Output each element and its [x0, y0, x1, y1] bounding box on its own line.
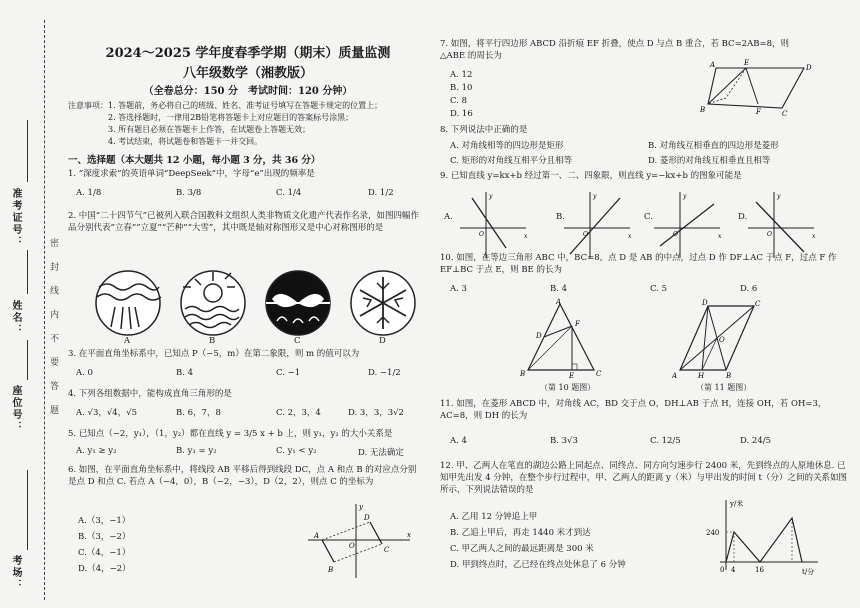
- room-line: [27, 470, 28, 550]
- question-7-stem: 7. 如图，将平行四边形 ABCD 沿折痕 EF 折叠，使点 D 与点 B 重合，若 BC=2AB=8，则△ABE 的周长为: [440, 39, 790, 61]
- q9-graph-a: [460, 192, 528, 258]
- exam-info: （全卷总分：150 分 考试时间：120 分钟）: [143, 86, 353, 97]
- caption-figure-10: （第 10 题图）: [540, 383, 596, 392]
- q3-option-d: D. −1/2: [368, 368, 401, 378]
- image-c-mangzhong: [266, 271, 330, 335]
- q9d-y-label: y: [777, 193, 781, 200]
- q4-option-a: A. √3，√4，√5: [76, 408, 138, 418]
- q11-point-o: O: [719, 336, 725, 344]
- q10-point-c: C: [596, 370, 602, 378]
- q12-graph: [702, 496, 822, 576]
- binding-strip: [0, 0, 62, 608]
- q6-point-b: B: [328, 566, 334, 574]
- q6-point-d: D: [364, 514, 370, 522]
- q11-point-d: D: [702, 299, 708, 307]
- q7-option-c: C. 8: [450, 96, 468, 106]
- q9b-x-label: x: [628, 233, 632, 240]
- name-line: [27, 250, 28, 294]
- q5-option-d: D. 无法确定: [358, 448, 404, 458]
- q7-point-f: F: [756, 108, 761, 116]
- q12-x-axis-label: t/分: [802, 568, 815, 576]
- q7-figure: [696, 58, 816, 118]
- q11-option-c: C. 12/5: [650, 436, 681, 446]
- q12-option-a: A. 乙用 12 分钟追上甲: [450, 512, 538, 522]
- q10-point-d: D: [536, 332, 542, 340]
- q9c-y-label: y: [683, 193, 687, 200]
- q9c-x-label: x: [718, 233, 722, 240]
- q8-option-c: C. 矩形的对角线互相平分且相等: [450, 156, 573, 166]
- q9a-x-label: x: [524, 233, 528, 240]
- notes-line-3: 3. 所有题目必须在答题卡上作答，在试题卷上答题无效；: [68, 125, 311, 134]
- q9d-o-label: O: [767, 231, 772, 238]
- q1-option-a: A. 1/8: [76, 188, 102, 198]
- q6-point-a: A: [314, 532, 320, 540]
- q11-point-a: A: [672, 372, 678, 378]
- q9d-x-label: x: [812, 233, 816, 240]
- question-2-stem: 2. 中国“二十四节气”已被列入联合国教科文组织人类非物质文化遗产代表作名录，如图四幅作品分别代表“立春”“立夏”“芒种”“大雪”，其中既是轴对称图形又是中心对称图形的是: [68, 211, 420, 233]
- q2-label-b: B: [209, 336, 216, 346]
- q9b-y-label: y: [593, 193, 597, 200]
- q3-option-b: B. 4: [176, 368, 194, 378]
- image-b-lixia: [181, 271, 245, 335]
- notes-line-4: 4. 考试结束，将试题卷和答题卡一并交回。: [68, 137, 263, 146]
- q11-option-d: D. 24/5: [740, 436, 772, 446]
- q10-option-a: A. 3: [450, 284, 467, 294]
- q1-option-d: D. 1/2: [368, 188, 394, 198]
- q7-option-b: B. 10: [450, 83, 473, 93]
- q10-option-c: C. 5: [650, 284, 668, 294]
- solar-terms-images: [93, 265, 423, 345]
- image-d-daxue: [351, 271, 415, 335]
- q11-point-c: C: [755, 300, 761, 308]
- exam-no-label: 准考证号：: [10, 188, 21, 248]
- q7-option-d: D. 16: [450, 109, 473, 119]
- q10-point-f: F: [575, 320, 580, 328]
- seal-dashed-line: [44, 20, 45, 600]
- q9a-y-label: y: [489, 193, 493, 200]
- q10-figure: [520, 298, 610, 378]
- notes-line-1: 注意事项：1. 答题前，务必将自己的班级、姓名、准考证号填写在答题卡规定的位置上；: [68, 101, 383, 110]
- q6-origin-label: O: [349, 542, 355, 550]
- left-column: [68, 0, 428, 608]
- question-3-stem: 3. 在平面直角坐标系中，已知点 P（−5，m）在第二象限，则 m 的值可以为: [68, 349, 360, 359]
- q9-graph-b: [564, 192, 632, 258]
- q8-option-b: B. 对角线互相垂直的四边形是菱形: [648, 141, 779, 151]
- q12-option-b: B. 乙追上甲后，再走 1440 米才到达: [450, 528, 591, 538]
- q6-y-axis-label: y: [359, 503, 363, 511]
- q11-point-h: H: [698, 372, 705, 378]
- q11-option-a: A. 4: [450, 436, 467, 446]
- exam-title: 2024～2025 学年度春季学期（期末）质量监测: [105, 46, 391, 61]
- q3-option-c: C. −1: [276, 368, 301, 378]
- name-label: 姓名：: [10, 300, 21, 336]
- q12-option-d: D. 甲到终点时，乙已经在终点处休息了 6 分钟: [450, 560, 626, 570]
- q10-point-a: A: [556, 298, 562, 306]
- q8-option-d: D. 菱形的对角线互相垂直且相等: [648, 156, 771, 166]
- q9-label-b: B.: [556, 212, 565, 222]
- q12-x-tick-0: 0: [720, 566, 725, 574]
- q10-point-b: B: [520, 370, 526, 378]
- q7-point-e: E: [744, 59, 750, 67]
- seal-warning-text: 密 封 线 内 不 要 答 题: [48, 238, 58, 421]
- q6-option-b: B.（3，−2）: [78, 532, 131, 542]
- q9-label-a: A.: [444, 212, 453, 222]
- q5-option-c: C. y₁ < y₂: [276, 446, 317, 456]
- q6-figure: [304, 500, 414, 582]
- q6-option-d: D.（4，−2）: [78, 564, 131, 574]
- q5-option-b: B. y₁ = y₂: [176, 446, 217, 456]
- q10-option-d: D. 6: [740, 284, 758, 294]
- q9-label-d: D.: [738, 212, 748, 222]
- q12-x-tick-16: 16: [755, 566, 764, 574]
- question-11-stem: 11. 如图，在菱形 ABCD 中，对角线 AC，BD 交于点 O，DH⊥AB 于点 H，连接 OH，若 OH=3，AC=8，则 DH 的长为: [440, 399, 827, 421]
- q12-x-tick-4: 4: [731, 566, 736, 574]
- seat-label: 座位号：: [10, 385, 21, 433]
- q9-graph-d: [748, 192, 816, 258]
- room-label: 考场：: [10, 555, 21, 591]
- caption-figure-11: （第 11 题图）: [696, 383, 752, 392]
- q1-option-b: B. 3/8: [176, 188, 202, 198]
- q9-figures: [440, 188, 850, 262]
- q9-label-c: C.: [644, 212, 653, 222]
- question-6-stem: 6. 如图，在平面直角坐标系中，将线段 AB 平移后得到线段 DC，点 A 和点 B 的对应点分别是点 D 和点 C. 若点 A（−4，0），B（−2，−3），D（2，2），则点 C 的坐标为: [68, 465, 417, 487]
- question-4-stem: 4. 下列各组数据中，能构成直角三角形的是: [68, 389, 232, 399]
- q7-point-d: D: [806, 64, 812, 72]
- q8-option-a: A. 对角线相等的四边形是矩形: [450, 141, 564, 151]
- q7-point-b: B: [700, 106, 706, 114]
- q6-option-a: A.（3，−1）: [78, 516, 131, 526]
- q5-option-a: A. y₁ ≥ y₂: [76, 446, 117, 456]
- q4-option-d: D. 3，3，3√2: [348, 408, 404, 418]
- q11-point-b: B: [726, 372, 732, 378]
- q11-option-b: B. 3√3: [550, 436, 578, 446]
- q6-point-c: C: [384, 546, 390, 554]
- q12-option-c: C. 甲乙两人之间的最远距离是 300 米: [450, 544, 594, 554]
- question-8-stem: 8. 下列说法中正确的是: [440, 125, 528, 135]
- section-1-heading: 一、选择题（本大题共 12 小题，每小题 3 分，共 36 分）: [68, 155, 321, 166]
- notes-line-2: 2. 答选择题时，一律用2B铅笔将答题卡上对应题目的答案标号涂黑；: [68, 113, 354, 122]
- q2-label-c: C: [294, 336, 301, 346]
- right-column: [440, 0, 852, 608]
- q9a-o-label: O: [479, 231, 484, 238]
- q12-y-axis-label: y/米: [730, 500, 744, 508]
- q9b-o-label: O: [583, 231, 588, 238]
- q3-option-a: A. 0: [76, 368, 93, 378]
- image-a-lichun: [96, 271, 161, 335]
- question-5-stem: 5. 已知点（−2，y₁），（1，y₂）都在直线 y = 3/5 x + b 上，则 y₁，y₂ 的大小关系是: [68, 429, 393, 439]
- q6-x-axis-label: x: [407, 531, 411, 539]
- q2-label-d: D: [379, 336, 386, 346]
- question-1-stem: 1. “深度求索”的英语单词“DeepSeek”中，字母“e”出现的频率是: [68, 169, 315, 179]
- q1-option-c: C. 1/4: [276, 188, 302, 198]
- question-9-stem: 9. 已知直线 y=kx+b 经过第一、二、四象限，则直线 y=−kx+b 的图象可能是: [440, 171, 742, 181]
- q7-option-a: A. 12: [450, 70, 473, 80]
- q4-option-b: B. 6，7，8: [176, 408, 221, 418]
- exam-subject: 八年级数学（湘教版）: [182, 66, 313, 81]
- q2-label-a: A: [124, 336, 131, 346]
- q4-option-c: C. 2，3，4: [276, 408, 321, 418]
- q9c-o-label: O: [673, 231, 678, 238]
- q7-point-c: C: [782, 110, 788, 118]
- q9-graph-c: [654, 192, 722, 258]
- q10-option-b: B. 4: [550, 284, 568, 294]
- q7-point-a: A: [710, 61, 716, 69]
- exam-no-line: [27, 120, 28, 182]
- question-12-stem: 12. 甲、乙两人在笔直的湖边公路上同起点、同终点、同方向匀速步行 2400 米，先到终点的人原地休息. 已知甲先出发 4 分钟，在整个步行过程中，甲、乙两人的距离 y（米）与甲出发的时间 t（分）之间的关系如图所示，下列说法错误的是: [440, 461, 847, 495]
- q12-y-tick-240: 240: [706, 529, 720, 537]
- q6-option-c: C.（4，−1）: [78, 548, 131, 558]
- q10-point-e: E: [569, 372, 575, 378]
- q11-figure: [672, 298, 762, 378]
- question-10-stem: 10. 如图，在等边三角形 ABC 中，BC=8，点 D 是 AB 的中点，过点 D 作 DF⊥AC 于点 F，过点 F 作 EF⊥BC 于点 E，则 BE 的长为: [440, 253, 837, 275]
- seat-line: [27, 340, 28, 380]
